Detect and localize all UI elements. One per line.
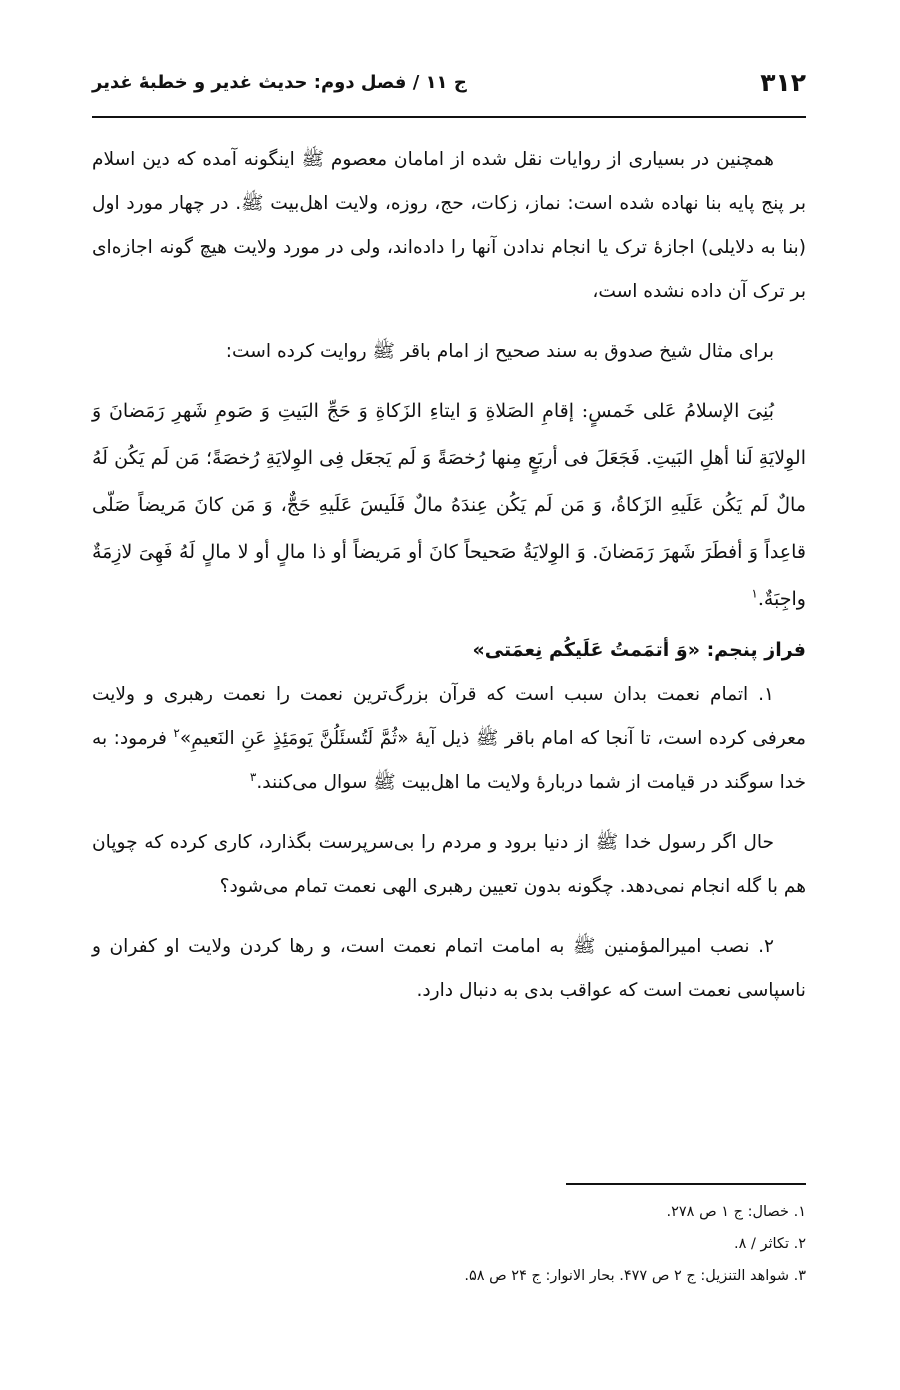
arabic-hadith-quote (92, 388, 806, 623)
point-1-text-a: ۱. اتمام نعمت بدان سبب است که قرآن بزرگ‌ترین نعمت را نعمت رهبری و ولایت معرفی کرده است، تا آنجا که امام باقر ﷺ ذیل آیهٔ «ثُمَّ لَتُسئَلُنَّ یَومَئِذٍ عَنِ النَعیمِ» (92, 684, 806, 749)
point-1-text-b: فرمود: به خدا سوگند در قیامت از شما دربارهٔ ولایت ما اهل‌بیت ﷺ سوال می‌کنند. (92, 728, 806, 793)
footnote-ref-3: ۳ (249, 769, 257, 784)
paragraph-intro: همچنین در بسیاری از روایات نقل شده از امامان معصوم ﷺ اینگونه آمده که دین اسلام بر پنج پایه بنا نهاده شده است: نماز، زکات، حج، روزه، ولایت اهل‌بیت ﷺ. در چهار مورد اول (بنا به دلایلی) اجازهٔ ترک یا انجام ندادن آنها را داده‌اند، ولی در مورد ولایت هیچ گونه اجازه‌ای بر ترک آن داده نشده است، (92, 149, 806, 302)
running-title: ج ۱۱ / فصل دوم: حدیث غدیر و خطبهٔ غدیر (92, 72, 467, 93)
footnote-1: ۱. خصال: ج ۱ ص ۲۷۸. (666, 1204, 806, 1220)
section-title: فراز پنجم: «وَ أتمَمتُ عَلَیکُم نِعمَتی» (472, 639, 806, 661)
paragraph-point-1 (92, 673, 806, 805)
footnotes (92, 1196, 806, 1292)
paragraph-shepherd: حال اگر رسول خدا ﷺ از دنیا برود و مردم را بی‌سرپرست بگذارد، کاری کرده که چوپان هم با گله انجام نمی‌دهد. چگونه بدون تعیین رهبری الهی نعمت تمام می‌شود؟ (92, 832, 806, 897)
page-header (92, 68, 806, 97)
header-rule (92, 116, 806, 118)
footnote-rule (566, 1183, 806, 1185)
page-number: ۳۱۲ (760, 68, 806, 97)
page-body (92, 138, 806, 1013)
paragraph-point-2: ۲. نصب امیرالمؤمنین ﷺ به امامت اتمام نعمت است، و رها کردن ولایت او کفران و ناسپاسی نعمت است که عواقب بدی به دنبال دارد. (92, 936, 806, 1001)
footnote-ref-2: ۲ (173, 725, 180, 740)
footnote-2: ۲. تکاثر / ۸. (733, 1236, 806, 1252)
paragraph-example: برای مثال شیخ صدوق به سند صحیح از امام باقر ﷺ روایت کرده است: (225, 341, 774, 362)
arabic-hadith-text: بُنِیَ الإسلامُ عَلی خَمسٍ: إقامِ الصَلاةِ وَ ایتاءِ الزَکاةِ وَ حَجِّ البَیتِ وَ صَومِ شَهرِ رَمَضانَ وَ الوِلایَةِ لَنا أهلِ البَیتِ. فَجَعَلَ فی أربَعٍ مِنها رُخصَةً وَ لَم یَجعَل فِی الوِلایَةِ رُخصَةً؛ مَن لَم یَکُن لَهُ مالٌ لَم یَکُن عَلَیهِ الزَکاةُ، وَ مَن لَم یَکُن عِندَهُ مالٌ فَلَیسَ عَلَیهِ حَجٌّ، وَ مَن کانَ مَریضاً صَلّی قاعِداً وَ أفطَرَ شَهرَ رَمَضانَ. وَ الوِلایَةُ صَحیحاً کانَ أو مَریضاً أو ذا مالٍ أو لا مالٍ لَهُ فَهِیَ لازِمَةٌ واجِبَةٌ. (92, 400, 806, 610)
footnote-ref-1: ۱ (751, 586, 758, 601)
footnote-3: ۳. شواهد التنزیل: ج ۲ ص ۴۷۷. بحار الانوار: ج ۲۴ ص ۵۸. (464, 1268, 806, 1284)
